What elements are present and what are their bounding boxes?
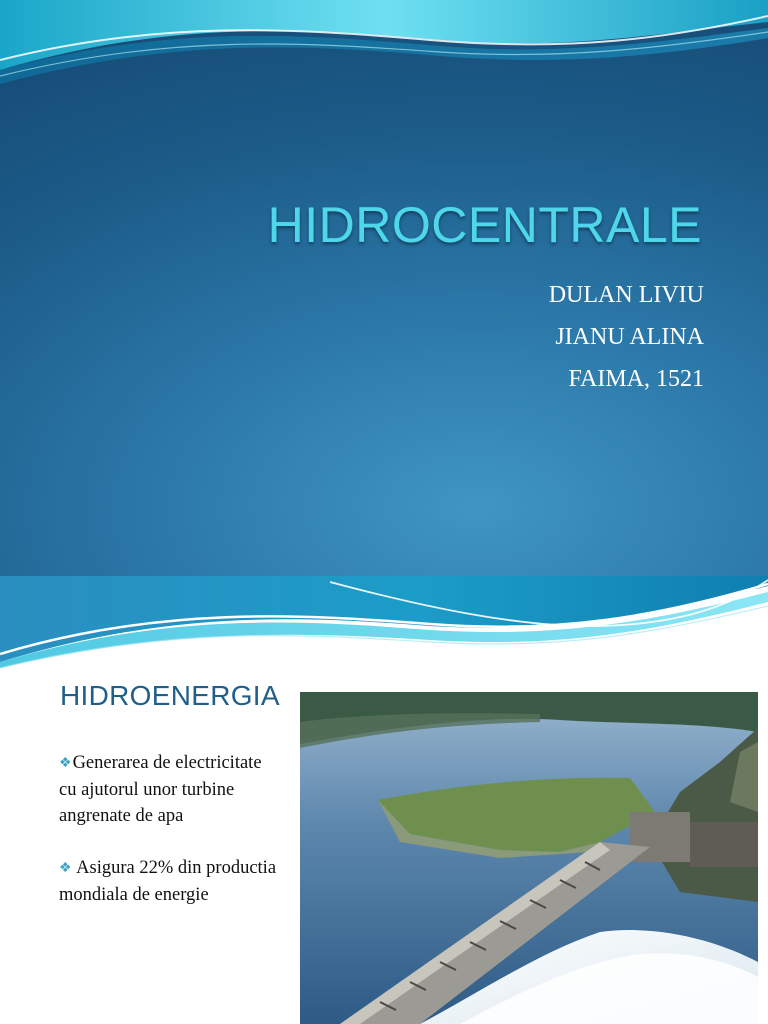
top-wave-decoration [0, 576, 768, 672]
bullet-text: Asigura 22% din productia mondiala de energie [59, 858, 277, 905]
author-list [549, 274, 704, 400]
list-item [59, 750, 281, 829]
bullet-list [59, 750, 281, 934]
diamond-bullet-icon: ❖ [59, 861, 72, 876]
diamond-bullet-icon: ❖ [59, 756, 72, 771]
author-line: JIANU ALINA [555, 324, 704, 350]
hydroelectric-dam-photo [300, 692, 758, 1024]
author-line: FAIMA, 1521 [568, 366, 704, 392]
top-wave-decoration [0, 0, 768, 100]
slide-title: HIDROENERGIA [60, 680, 280, 711]
author-line: DULAN LIVIU [548, 282, 704, 308]
list-item [59, 855, 281, 908]
presentation-title: HIDROCENTRALE [267, 197, 702, 253]
bullet-text: Generarea de electricitate cu ajutorul unor turbine angrenate de apa [59, 753, 262, 826]
content-slide [0, 576, 768, 1024]
